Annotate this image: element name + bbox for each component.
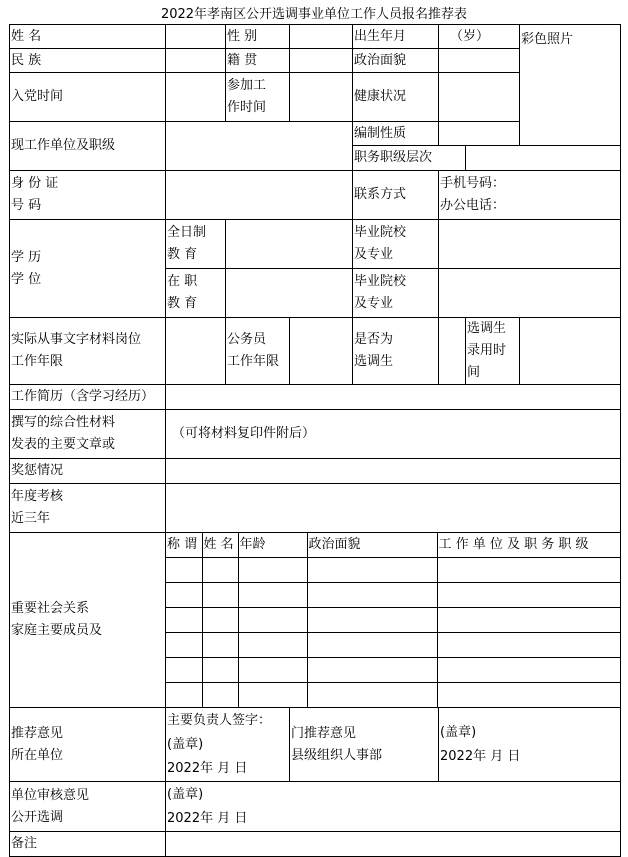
graduate-school-label: 毕业院校 及专业 (353, 220, 439, 269)
review-opinion-value[interactable] (166, 782, 621, 832)
gender-label: 性 别 (226, 25, 290, 49)
education-label: 学 历 学 位 (10, 220, 166, 318)
ethnicity-value[interactable] (166, 49, 226, 73)
gender-value[interactable] (290, 25, 353, 49)
rewards-value[interactable] (166, 459, 621, 484)
writing-years-label: 实际从事文字材料岗位 工作年限 (10, 318, 166, 385)
articles-note: （可将材料复印件附后） (172, 426, 316, 441)
work-start-value[interactable] (290, 73, 353, 122)
staffing-label: 编制性质 (353, 122, 439, 146)
mobile-label: 手机号码： (440, 176, 506, 191)
inservice-value[interactable] (226, 269, 353, 318)
articles-value[interactable] (166, 410, 621, 459)
current-unit-label: 现工作单位及职级 (10, 122, 166, 171)
birth-value[interactable] (439, 25, 520, 49)
family-header-age: 年龄 (238, 533, 307, 558)
position-level-label: 职务职级层次 (353, 146, 466, 171)
id-number-label: 身 份 证 号 码 (10, 171, 166, 220)
contact-value[interactable] (439, 171, 621, 220)
family-table (166, 533, 620, 707)
articles-label: 撰写的综合性材料 发表的主要文章或 (10, 410, 166, 459)
birth-label: 出生年月 (353, 25, 439, 49)
current-unit-value[interactable] (166, 122, 353, 171)
review-opinion-label: 单位审核意见 公开选调 (10, 782, 166, 832)
fulltime-label: 全日制 教 育 (166, 220, 226, 269)
unit-opinion-label: 推荐意见 所在单位 (10, 708, 166, 782)
family-header-name: 姓 名 (202, 533, 238, 558)
political-status-label: 政治面貌 (353, 49, 439, 73)
unit-opinion-value[interactable] (166, 708, 290, 782)
selected-grad-label: 是否为 选调生 (353, 318, 439, 385)
family-row[interactable] (166, 583, 620, 608)
family-row[interactable] (166, 683, 620, 708)
registration-form (9, 24, 621, 857)
party-date-value[interactable] (166, 73, 226, 122)
family-row[interactable] (166, 633, 620, 658)
graduate-school2-label: 毕业院校 及专业 (353, 269, 439, 318)
ethnicity-label: 民 族 (10, 49, 166, 73)
family-label: 重要社会关系 家庭主要成员及 (10, 533, 166, 708)
inservice-label: 在 职 教 育 (166, 269, 226, 318)
form-title: 2022年孝南区公开选调事业单位工作人员报名推荐表 (160, 7, 468, 22)
family-row[interactable] (166, 558, 620, 583)
native-place-value[interactable] (290, 49, 353, 73)
annual-review-value[interactable] (166, 484, 621, 533)
date2-label: 2022年 月 日 (440, 748, 521, 764)
leader-sign-label: 主要负责人签字： (167, 712, 272, 728)
native-place-label: 籍 贯 (226, 49, 290, 73)
family-row[interactable] (166, 608, 620, 633)
annual-review-label: 年度考核 近三年 (10, 484, 166, 533)
family-row[interactable] (166, 658, 620, 683)
dept-opinion-label: 门推荐意见 县级组织人事部 (290, 708, 439, 782)
office-phone-label: 办公电话： (440, 198, 506, 213)
seal3-label: (盖章) (167, 786, 204, 802)
work-start-label: 参加工 作时间 (226, 73, 290, 122)
fulltime-value[interactable] (226, 220, 353, 269)
staffing-value[interactable] (439, 122, 520, 146)
remarks-value[interactable] (166, 832, 621, 857)
graduate-school2-value[interactable] (439, 269, 621, 318)
dept-opinion-value[interactable] (439, 708, 621, 782)
contact-label: 联系方式 (353, 171, 439, 220)
date3-label: 2022年 月 日 (167, 810, 248, 826)
civil-servant-years-label: 公务员 工作年限 (226, 318, 290, 385)
resume-label: 工作简历（含学习经历） (10, 385, 166, 410)
writing-years-value[interactable] (166, 318, 226, 385)
name-label: 姓 名 (10, 25, 166, 49)
family-table-cell (166, 533, 621, 708)
selected-grad-time-label: 选调生 录用时间 (466, 318, 520, 385)
graduate-school-value[interactable] (439, 220, 621, 269)
photo-cell[interactable] (520, 25, 621, 146)
rewards-label: 奖惩情况 (10, 459, 166, 484)
family-header-relation: 称 谓 (166, 533, 202, 558)
name-value[interactable] (166, 25, 226, 49)
seal2-label: (盖章) (440, 724, 477, 740)
family-header-political: 政治面貌 (307, 533, 437, 558)
resume-value[interactable] (166, 385, 621, 410)
position-level-value[interactable] (466, 146, 621, 171)
id-number-value[interactable] (166, 171, 353, 220)
party-date-label: 入党时间 (10, 73, 166, 122)
health-value[interactable] (439, 73, 520, 122)
seal-label: (盖章) (167, 736, 204, 752)
health-label: 健康状况 (353, 73, 439, 122)
selected-grad-value[interactable] (439, 318, 466, 385)
civil-servant-years-value[interactable] (290, 318, 353, 385)
political-status-value[interactable] (439, 49, 520, 73)
photo-label: 彩色照片 (521, 32, 574, 47)
date-label: 2022年 月 日 (167, 760, 248, 776)
remarks-label: 备注 (10, 832, 166, 857)
age-paren: （岁） (450, 28, 490, 44)
selected-grad-time-value[interactable] (520, 318, 621, 385)
family-header-unit: 工 作 单 位 及 职 务 职 级 (437, 533, 620, 558)
